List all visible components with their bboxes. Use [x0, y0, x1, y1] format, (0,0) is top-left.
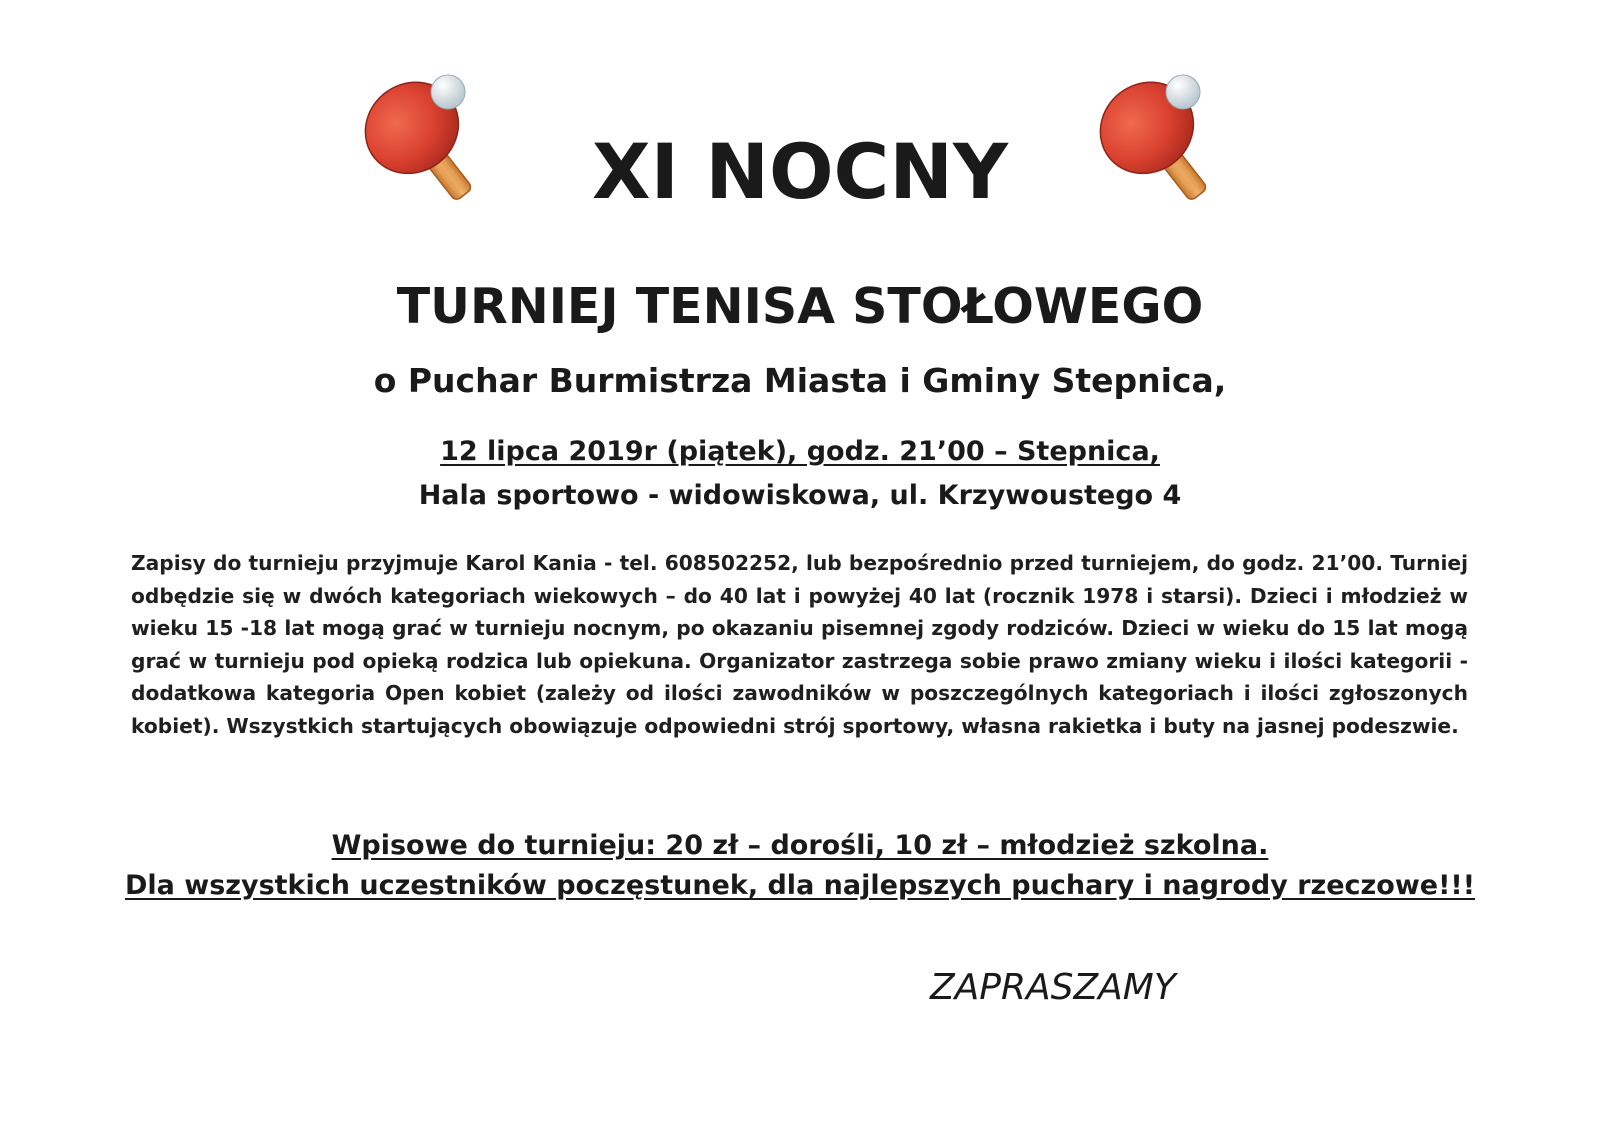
prizes-line: Dla wszystkich uczestników poczęstunek, dla najlepszych puchary i nagrody rzeczowe!!! — [124, 870, 1476, 901]
cup-line: o Puchar Burmistrza Miasta i Gminy Stepnica, — [373, 361, 1227, 400]
main-title: XI NOCNY — [592, 127, 1008, 216]
entry-fee-line: Wpisowe do turnieju: 20 zł – dorośli, 10 zł – młodzież szkolna. — [331, 830, 1269, 861]
venue-line: Hala sportowo - widowiskowa, ul. Krzywoustego 4 — [418, 480, 1182, 511]
tournament-subtitle: TURNIEJ TENISA STOŁOWEGO — [396, 278, 1204, 335]
closing-invitation: ZAPRASZAMY — [930, 967, 1176, 1008]
body-paragraph: Zapisy do turnieju przyjmuje Karol Kania - tel. 608502252, lub bezpośrednio przed turniejem, do godz. 21’00. Turniej odbędzie się w dwóch kategoriach wiekowych – do 40 lat i powyżej 40 lat (rocznik 1978 i starsi). Dzieci i młodzież w wieku 15 -18 lat mogą grać w turnieju nocnym, po okazaniu pisemnej zgody rodziców. Dzieci w wieku do 15 lat mogą grać w turnieju pod opieką rodzica lub opiekuna. Organizator zastrzega sobie prawo zmiany wieku i ilości kategorii - dodatkowa kategoria Open kobiet (zależy od ilości zawodników w poszczególnych kategoriach i ilości zgłoszonych kobiet). Wszystkich startujących obowiązuje odpowiedni strój sportowy, własna rakietka i buty na jasnej podeszwie. — [131, 551, 1468, 738]
date-line: 12 lipca 2019r (piątek), godz. 21’00 – Stepnica, — [440, 436, 1160, 467]
